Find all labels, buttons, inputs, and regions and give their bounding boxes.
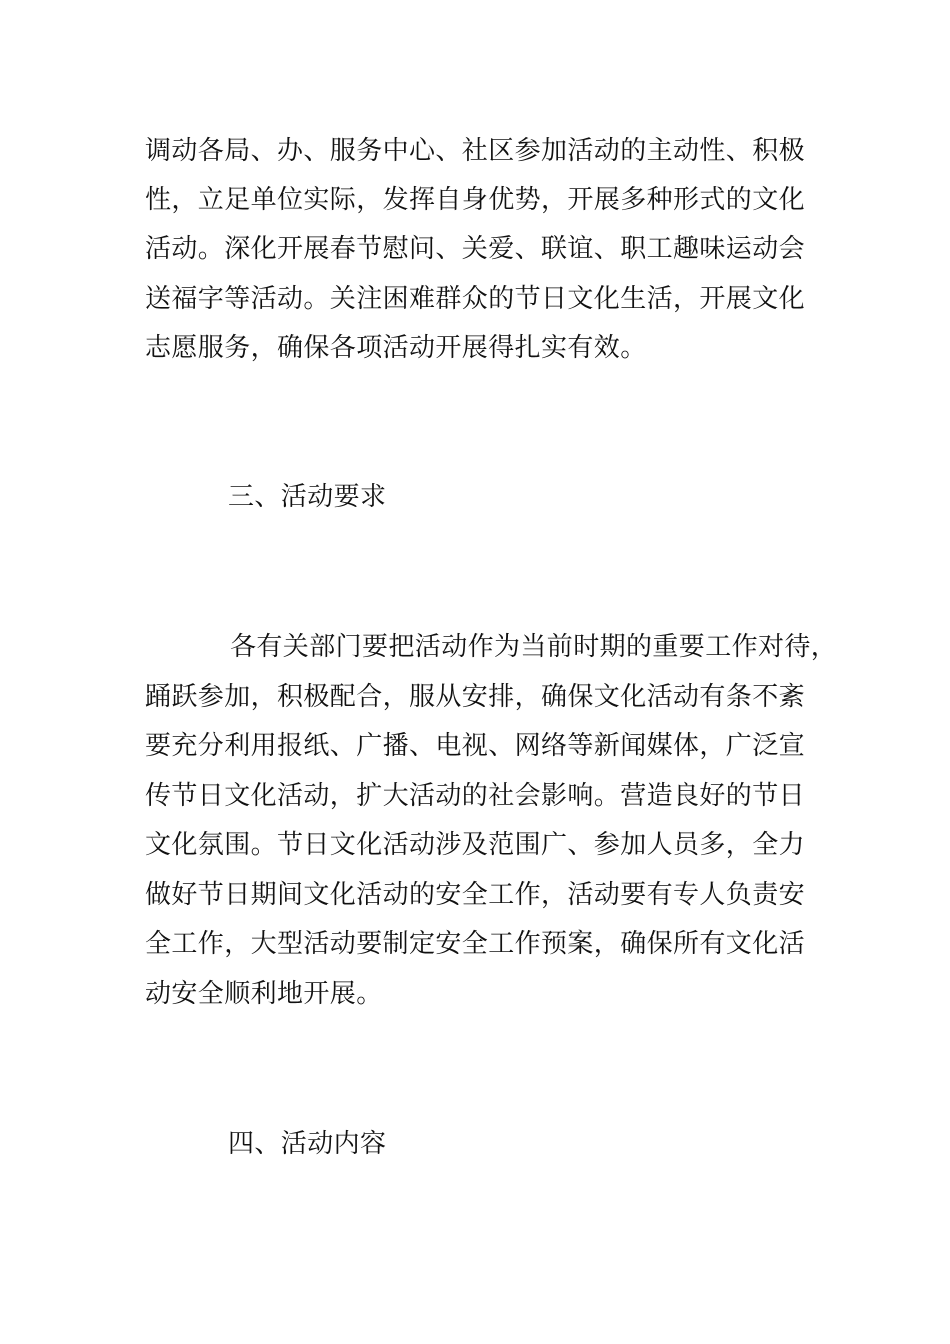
paragraph-line: 各有关部门要把活动作为当前时期的重要工作对待， [230, 632, 838, 662]
section-heading-requirements: 三、活动要求 [228, 482, 387, 512]
section-heading-content: 四、活动内容 [228, 1129, 387, 1159]
paragraph-line: 文化氛围。节日文化活动涉及范围广、参加人员多，全力 [145, 830, 806, 860]
paragraph-line: 调动各局、办、服务中心、社区参加活动的主动性、积极 [145, 136, 806, 166]
paragraph-line: 送福字等活动。关注困难群众的节日文化生活，开展文化 [145, 284, 806, 314]
paragraph-line: 踊跃参加，积极配合，服从安排，确保文化活动有条不紊 [145, 682, 806, 712]
paragraph-line: 活动。深化开展春节慰问、关爱、联谊、职工趣味运动会 [145, 234, 806, 264]
paragraph-line: 全工作，大型活动要制定安全工作预案，确保所有文化活 [145, 929, 806, 959]
paragraph-line: 传节日文化活动，扩大活动的社会影响。营造良好的节日 [145, 781, 806, 811]
paragraph-line: 动安全顺利地开展。 [145, 979, 383, 1009]
paragraph-line: 志愿服务，确保各项活动开展得扎实有效。 [145, 333, 647, 363]
paragraph-line: 做好节日期间文化活动的安全工作，活动要有专人负责安 [145, 880, 806, 910]
paragraph-line: 要充分利用报纸、广播、电视、网络等新闻媒体，广泛宣 [145, 731, 806, 761]
paragraph-line: 性，立足单位实际，发挥自身优势，开展多种形式的文化 [145, 185, 806, 215]
